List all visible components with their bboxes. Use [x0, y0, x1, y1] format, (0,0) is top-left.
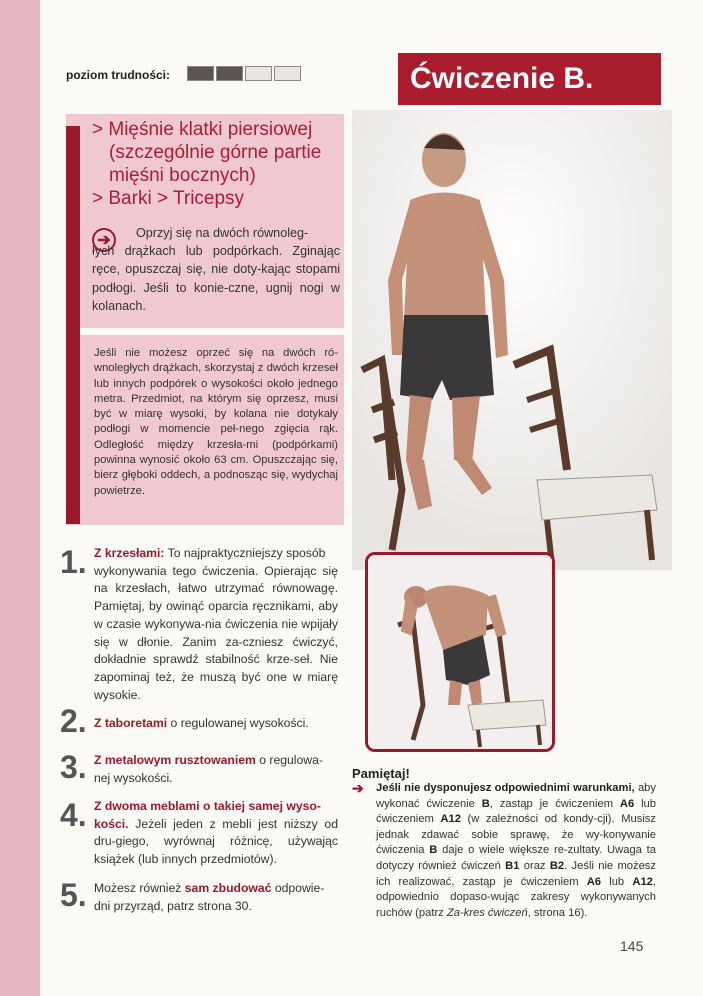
remember-part: (w zależności od kondy-cji). Musisz jednak zdawać sobie sprawę, że wy-konywanie ćwiczenia: [376, 813, 656, 857]
list-item: [94, 880, 344, 915]
remember-part: oraz: [519, 859, 550, 872]
list-item: [94, 752, 344, 787]
item-text: Możesz również: [94, 881, 185, 895]
remember-part: aby wykonać ćwiczenie: [376, 782, 656, 810]
item-text: o regulowanej wysokości.: [167, 716, 309, 730]
remember-part: lub: [601, 875, 633, 888]
remember-ref: A6: [586, 875, 602, 888]
list-item: [60, 798, 338, 869]
exercise-photo: [352, 110, 672, 570]
inset-exercise-photo: [368, 555, 552, 749]
exercise-title: Ćwiczenie B.: [398, 53, 661, 105]
difficulty-label: poziom trudności:: [66, 68, 170, 82]
item-number: 4.: [60, 797, 87, 833]
remember-part: , zastąp je ćwiczeniem: [489, 797, 620, 810]
item-text: odpowie-: [271, 881, 325, 895]
item-number: 1.: [60, 544, 87, 580]
left-margin-stripe: [0, 0, 40, 996]
list-item: [94, 715, 344, 733]
item-text: dni przyrząd, patrz strona 30.: [94, 898, 252, 913]
remember-ref: B1: [505, 859, 520, 872]
item-number: 5.: [60, 877, 87, 913]
item-heading: sam zbudować: [184, 881, 272, 895]
page-number: 145: [620, 938, 644, 954]
remember-ref: B2: [549, 859, 565, 872]
inset-photo-frame: [365, 552, 555, 752]
remember-ref: B: [481, 797, 490, 810]
difficulty-segment: [274, 66, 301, 81]
remember-part: daje o wiele większe re-zultaty. Uwaga ta dotyczy również ćwiczeń: [376, 844, 657, 872]
remember-ref: B: [429, 844, 438, 857]
item-text: Jeżeli jeden z mebli jest niższy od dru-giego, wyrównaj różnicę, używając książek (lub innych przedmiotów).: [94, 816, 338, 867]
remember-lead: Jeśli nie dysponujesz odpowiednimi warunkami,: [376, 782, 635, 794]
target-muscles: [92, 118, 342, 210]
remember-italic: Za-kres ćwiczeń: [446, 906, 528, 919]
remember-ref: A6: [619, 797, 635, 810]
item-text: wykonywania tego ćwiczenia. Opierając się na krzesłach, łatwo utrzymać równowagę. Pamiętaj, by owinąć oparcia ręcznikami, aby w czasie wykonywa-nia ćwiczenia nie wpijały się w dłonie. Zanim za-czniesz ćwiczyć, dokładnie sprawdź stabilność krze-seł. Nie zapominaj też, że muszą być one w miarę wysokie.: [94, 563, 338, 702]
muscles-line: > Mięśnie klatki piersiowej: [92, 119, 313, 140]
item-heading: Z metalowym rusztowaniem: [94, 753, 256, 767]
muscles-line: (szczególnie górne partie: [109, 142, 322, 163]
instruction-text: [92, 224, 340, 315]
remember-part: , odpowiednio dopaso-wując zakresy wykonywanych ruchów (patrz: [376, 875, 656, 919]
difficulty-meter: [187, 66, 301, 81]
remember-heading: Pamiętaj!: [352, 766, 410, 781]
item-text: nej wysokości.: [94, 770, 173, 785]
muscles-line: mięśni bocznych): [109, 165, 256, 186]
item-heading: Z krzesłami:: [94, 546, 165, 560]
item-heading: Z dwoma meblami o takiej samej wyso-: [94, 799, 321, 813]
difficulty-segment: [216, 66, 243, 81]
instruction-rest: łych drążkach lub podpórkach. Zginając ręce, opuszczaj się, nie doty-kając stopami podłogi. Jeśli to konie-czne, ugnij nogi w kolanach.: [92, 244, 340, 313]
remember-ref: A12: [632, 875, 653, 888]
item-text: To najpraktyczniejszy sposób: [164, 546, 326, 560]
arrow-right-icon: ➔: [92, 228, 116, 252]
muscles-line: > Barki > Tricepsy: [92, 188, 245, 209]
list-item: [60, 545, 338, 704]
item-heading: kości.: [94, 816, 129, 831]
remember-part: . Jeśli nie możesz ich realizować, zastąp je ćwiczeniem: [376, 859, 656, 888]
remember-text: [376, 781, 656, 921]
item-number: 2.: [60, 703, 87, 739]
difficulty-segment: [245, 66, 272, 81]
difficulty-segment: [187, 66, 214, 81]
remember-ref: A12: [440, 813, 461, 826]
instruction-first-line: Oprzyj się na dwóch równoleg-: [136, 226, 309, 240]
item-text: o regulowa-: [255, 753, 323, 767]
remember-part: lub ćwiczeniem: [376, 797, 656, 826]
item-heading: Z taboretami: [94, 716, 168, 730]
arrow-right-icon: ➔: [352, 780, 364, 796]
note-text: Jeśli nie możesz oprzeć się na dwóch ró-wnoległych drążkach, skorzystaj z dwóch krzeseł lub innych podpórek o wysokości około jednego metra. Przedmiot, na którym się oprzesz, musi być w miarę wysoki, by kolana nie dotykały podłogi w momencie peł-nego zgięcia rąk. Odległość między krzesła-mi (podpórkami) powinna wynosić około 63 cm. Opuszczając się, bierz głęboki oddech, a podnosząc się, wydychaj powietrze.: [94, 347, 338, 497]
item-number: 3.: [60, 749, 87, 785]
remember-part: , strona 16).: [527, 906, 588, 919]
accent-bar: [66, 126, 80, 524]
